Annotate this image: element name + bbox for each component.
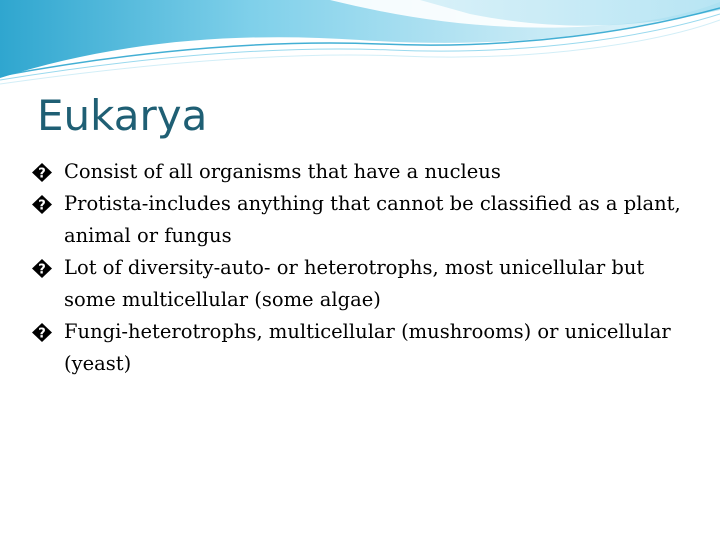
- bullet-item: [30, 252, 700, 316]
- bullet-item: [30, 188, 700, 252]
- replacement-character-icon: [30, 258, 54, 279]
- svg-text:?: ?: [38, 262, 46, 278]
- bullet-text: Protista-includes anything that cannot be classified as a plant, animal or fungus: [64, 192, 681, 247]
- bullet-list: [30, 156, 700, 380]
- bullet-text: Consist of all organisms that have a nucleus: [64, 160, 501, 183]
- bullet-item: [30, 156, 700, 188]
- bullet-item: [30, 316, 700, 380]
- svg-text:?: ?: [38, 198, 46, 214]
- slide-title: Eukarya: [37, 91, 208, 140]
- header-wave-decoration: [0, 0, 720, 90]
- bullet-text: Fungi-heterotrophs, multicellular (mushrooms) or unicellular (yeast): [64, 320, 671, 375]
- replacement-character-icon: [30, 162, 54, 183]
- svg-text:?: ?: [38, 166, 46, 182]
- svg-text:?: ?: [38, 326, 46, 342]
- replacement-character-icon: [30, 322, 54, 343]
- bullet-text: Lot of diversity-auto- or heterotrophs, most unicellular but some multicellular (some algae): [64, 256, 645, 311]
- replacement-character-icon: [30, 194, 54, 215]
